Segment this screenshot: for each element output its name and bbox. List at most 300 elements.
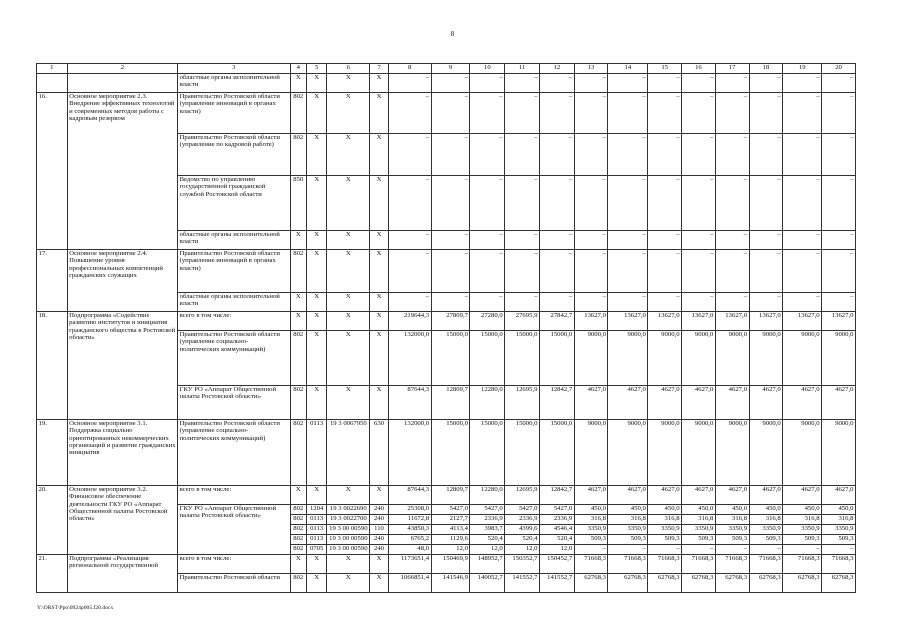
table-cell-col-3: областные органы исполнительной власти (178, 231, 290, 250)
table-cell-col-20: 62768,3 (822, 574, 856, 593)
table-cell-col-7: X (370, 486, 388, 505)
column-header-12: 12 (539, 64, 574, 74)
table-cell-col-12: 12,0 (539, 545, 574, 555)
budget-table (36, 63, 856, 593)
table-cell-col-6: X (327, 74, 370, 93)
table-cell-col-8: 1173651,4 (388, 555, 431, 574)
table-cell-col-7: X (370, 134, 388, 176)
table-cell-col-17: 509,3 (715, 535, 749, 545)
table-cell-col-12: 141552,7 (539, 574, 574, 593)
table-cell-col-20: 71668,3 (822, 555, 856, 574)
table-cell-col-9: 12,0 (431, 545, 470, 555)
table-cell-col-14: 4627,0 (608, 386, 648, 420)
table-cell-col-4: X (290, 231, 306, 250)
table-cell-col-9: 15000,0 (431, 331, 470, 386)
table-cell-col-13: 450,0 (574, 505, 608, 515)
table-cell-col-9: – (431, 134, 470, 176)
table-cell-col-5: X (306, 293, 326, 312)
table-cell-col-6: X (327, 486, 370, 505)
table-cell-col-7: 630 (370, 420, 388, 486)
table-cell-col-8: – (388, 134, 431, 176)
table-cell-col-5: 0113 (306, 525, 326, 535)
table-cell-col-20: – (822, 176, 856, 231)
table-cell-col-3: Правительство Ростовской области (управление инноваций в органах власти) (178, 250, 290, 293)
table-cell-col-16: – (682, 176, 716, 231)
table-cell-col-13: 3350,9 (574, 525, 608, 535)
table-cell-col-4: 802 (290, 386, 306, 420)
table-cell-col-16: 450,0 (682, 505, 716, 515)
table-cell-col-16: – (682, 134, 716, 176)
table-cell-col-2: Основное мероприятие 3.1. Поддержка социально ориентированных некоммерческих организаций и развитие гражданских инициатив (67, 420, 177, 486)
table-cell-col-17: – (715, 134, 749, 176)
table-cell-col-5: X (306, 134, 326, 176)
table-cell-col-1: 16. (37, 93, 68, 250)
table-cell-col-9: – (431, 176, 470, 231)
table-cell-col-7: X (370, 176, 388, 231)
table-cell-col-16: 62768,3 (682, 574, 716, 593)
table-cell-col-16: – (682, 231, 716, 250)
table-cell-col-19: 450,0 (783, 505, 822, 515)
table-cell-col-14: 4627,0 (608, 486, 648, 505)
table-cell-col-16: 71668,3 (682, 555, 716, 574)
table-cell-col-19: 9000,0 (783, 420, 822, 486)
table-cell-col-3: Правительство Ростовской области (управление по кадровой работе) (178, 134, 290, 176)
table-cell-col-6: X (327, 574, 370, 593)
table-cell-col-7: X (370, 386, 388, 420)
table-cell-col-18: 316,8 (749, 515, 783, 525)
table-cell-col-14: 13627,0 (608, 312, 648, 331)
table-cell-col-7: X (370, 250, 388, 293)
table-cell-col-4: 802 (290, 545, 306, 555)
table-cell-col-16: 9000,0 (682, 331, 716, 386)
table-cell-col-10: 3983,7 (470, 525, 505, 535)
table-cell-col-9: – (431, 250, 470, 293)
table-header-row (37, 64, 856, 74)
column-header-20: 20 (822, 64, 856, 74)
table-cell-col-15: 509,3 (648, 535, 682, 545)
table-cell-col-11: 12695,9 (505, 386, 540, 420)
table-cell-col-13: 62768,3 (574, 574, 608, 593)
table-cell-col-15: – (648, 176, 682, 231)
table-row (37, 74, 856, 93)
table-cell-col-20: 9000,0 (822, 331, 856, 386)
table-cell-col-11: – (505, 134, 540, 176)
table-cell-col-13: – (574, 545, 608, 555)
table-cell-col-12: 27842,7 (539, 312, 574, 331)
table-cell-col-18: 9000,0 (749, 331, 783, 386)
table-cell-col-3: всего в том числе: (178, 312, 290, 331)
table-cell-col-10: 15000,0 (470, 331, 505, 386)
table-cell-col-8: 25308,0 (388, 505, 431, 515)
table-cell-col-5: 0113 (306, 535, 326, 545)
table-cell-col-19: – (783, 93, 822, 134)
table-cell-col-17: – (715, 293, 749, 312)
table-cell-col-1: 21. (37, 555, 68, 593)
table-cell-col-13: 316,8 (574, 515, 608, 525)
table-cell-col-9: 27809,7 (431, 312, 470, 331)
table-cell-col-19: 4627,0 (783, 486, 822, 505)
table-cell-col-18: – (749, 231, 783, 250)
table-cell-col-7: 110 (370, 525, 388, 535)
table-cell-col-14: – (608, 134, 648, 176)
table-cell-col-7: 240 (370, 535, 388, 545)
column-header-8: 8 (388, 64, 431, 74)
table-cell-col-13: – (574, 176, 608, 231)
table-cell-col-11: 520,4 (505, 535, 540, 545)
table-cell-col-17: 9000,0 (715, 420, 749, 486)
table-cell-col-15: 3350,9 (648, 525, 682, 535)
table-cell-col-20: 509,3 (822, 535, 856, 545)
table-cell-col-1: 20. (37, 486, 68, 555)
table-cell-col-19: – (783, 231, 822, 250)
table-cell-col-10: 140052,7 (470, 574, 505, 593)
table-cell-col-4: 802 (290, 525, 306, 535)
table-cell-col-13: 9000,0 (574, 331, 608, 386)
table-cell-col-17: – (715, 74, 749, 93)
table-cell-col-11: 2336,9 (505, 515, 540, 525)
table-cell-col-15: 9000,0 (648, 420, 682, 486)
column-header-2: 2 (67, 64, 177, 74)
table-cell-col-20: 316,8 (822, 515, 856, 525)
table-cell-col-15: – (648, 93, 682, 134)
table-cell-col-19: – (783, 176, 822, 231)
table-cell-col-5: X (306, 555, 326, 574)
table-cell-col-20: – (822, 250, 856, 293)
column-header-19: 19 (783, 64, 822, 74)
table-cell-col-16: 509,3 (682, 535, 716, 545)
table-cell-col-13: – (574, 250, 608, 293)
table-cell-col-1: 19. (37, 420, 68, 486)
table-cell-col-15: 9000,0 (648, 331, 682, 386)
table-cell-col-16: – (682, 93, 716, 134)
table-cell-col-19: 509,3 (783, 535, 822, 545)
table-cell-col-9: 15000,0 (431, 420, 470, 486)
table-cell-col-5: X (306, 250, 326, 293)
table-cell-col-9: 2127,7 (431, 515, 470, 525)
table-cell-col-11: – (505, 250, 540, 293)
table-cell-col-18: 71668,3 (749, 555, 783, 574)
table-cell-col-10: – (470, 74, 505, 93)
table-cell-col-20: 9000,0 (822, 420, 856, 486)
column-header-6: 6 (327, 64, 370, 74)
table-cell-col-11: – (505, 93, 540, 134)
table-cell-col-17: 71668,3 (715, 555, 749, 574)
table-cell-col-19: 316,8 (783, 515, 822, 525)
table-cell-col-15: – (648, 545, 682, 555)
table-cell-col-11: 150352,7 (505, 555, 540, 574)
table-cell-col-5: 0113 (306, 515, 326, 525)
table-cell-col-15: 450,0 (648, 505, 682, 515)
table-cell-col-14: 9000,0 (608, 331, 648, 386)
table-cell-col-18: – (749, 250, 783, 293)
table-cell-col-8: – (388, 293, 431, 312)
column-header-10: 10 (470, 64, 505, 74)
table-cell-col-16: 4627,0 (682, 486, 716, 505)
table-cell-col-17: 3350,9 (715, 525, 749, 535)
table-cell-col-4: 802 (290, 250, 306, 293)
table-cell-col-12: 15000,0 (539, 331, 574, 386)
table-cell-col-18: – (749, 545, 783, 555)
table-row (37, 420, 856, 486)
table-row (37, 312, 856, 331)
table-cell-col-7: X (370, 74, 388, 93)
table-cell-col-14: – (608, 545, 648, 555)
table-cell-col-1: 18. (37, 312, 68, 420)
table-cell-col-20: – (822, 293, 856, 312)
table-cell-col-13: – (574, 293, 608, 312)
table-cell-col-3: Ведомство по управлению государственной гражданской службой Ростовской области (178, 176, 290, 231)
table-cell-col-5: X (306, 312, 326, 331)
table-cell-col-17: – (715, 93, 749, 134)
table-cell-col-20: – (822, 93, 856, 134)
table-cell-col-8: 48,0 (388, 545, 431, 555)
column-header-13: 13 (574, 64, 608, 74)
table-cell-col-10: 5427,0 (470, 505, 505, 515)
table-cell-col-3: всего в том числе: (178, 555, 290, 574)
table-cell-col-20: – (822, 545, 856, 555)
table-cell-col-11: 5427,0 (505, 505, 540, 515)
table-cell-col-4: 802 (290, 420, 306, 486)
table-cell-col-8: – (388, 231, 431, 250)
table-cell-col-11: – (505, 293, 540, 312)
table-cell-col-11: 15000,0 (505, 420, 540, 486)
table-cell-col-6: X (327, 331, 370, 386)
table-cell-col-8: 87644,3 (388, 486, 431, 505)
table-cell-col-20: – (822, 134, 856, 176)
table-cell-col-14: – (608, 250, 648, 293)
table-cell-col-12: 15000,0 (539, 420, 574, 486)
table-cell-col-12: 2336,9 (539, 515, 574, 525)
table-cell-col-15: 4627,0 (648, 386, 682, 420)
table-cell-col-10: 148952,7 (470, 555, 505, 574)
table-cell-col-19: 13627,0 (783, 312, 822, 331)
table-cell-col-14: 71668,3 (608, 555, 648, 574)
table-cell-col-7: X (370, 293, 388, 312)
table-cell-col-4: 850 (290, 176, 306, 231)
table-cell-col-3: Правительство Ростовской области (178, 574, 290, 593)
table-cell-col-3: ГКУ РО «Аппарат Общественной палаты Ростовской области» (178, 505, 290, 555)
column-header-17: 17 (715, 64, 749, 74)
table-cell-col-4: 802 (290, 574, 306, 593)
table-cell-col-6: X (327, 293, 370, 312)
table-cell-col-5: X (306, 574, 326, 593)
table-cell-col-12: 5427,0 (539, 505, 574, 515)
table-cell-col-17: – (715, 250, 749, 293)
table-cell-col-4: 802 (290, 515, 306, 525)
table-cell-col-18: 13627,0 (749, 312, 783, 331)
table-cell-col-16: – (682, 250, 716, 293)
table-row (37, 93, 856, 134)
table-cell-col-13: 4627,0 (574, 386, 608, 420)
table-cell-col-6: 19 3 0067950 (327, 420, 370, 486)
table-cell-col-8: 1066851,4 (388, 574, 431, 593)
table-cell-col-12: 12842,7 (539, 486, 574, 505)
table-cell-col-16: – (682, 74, 716, 93)
table-cell-col-19: 9000,0 (783, 331, 822, 386)
table-cell-col-19: – (783, 74, 822, 93)
table-cell-col-19: – (783, 545, 822, 555)
table-cell-col-10: 27280,0 (470, 312, 505, 331)
table-cell-col-17: 316,8 (715, 515, 749, 525)
table-cell-col-12: – (539, 134, 574, 176)
table-cell-col-10: 2336,9 (470, 515, 505, 525)
table-cell-col-15: – (648, 293, 682, 312)
table-cell-col-10: – (470, 293, 505, 312)
table-cell-col-6: X (327, 250, 370, 293)
table-cell-col-15: 13627,0 (648, 312, 682, 331)
table-cell-col-10: 12280,0 (470, 486, 505, 505)
table-cell-col-2: Основное мероприятие 3.2. Финансовое обеспечение деятельности ГКУ РО «Аппарат Общественной палаты Ростовской области» (67, 486, 177, 555)
column-header-18: 18 (749, 64, 783, 74)
table-cell-col-14: – (608, 93, 648, 134)
table-cell-col-11: 12695,9 (505, 486, 540, 505)
column-header-15: 15 (648, 64, 682, 74)
table-cell-col-12: – (539, 176, 574, 231)
page-number: 8 (450, 30, 455, 38)
table-cell-col-1 (37, 74, 68, 93)
table-cell-col-10: – (470, 231, 505, 250)
table-cell-col-20: – (822, 231, 856, 250)
column-header-3: 3 (178, 64, 290, 74)
table-cell-col-13: – (574, 93, 608, 134)
table-cell-col-4: X (290, 486, 306, 505)
table-cell-col-5: X (306, 386, 326, 420)
table-cell-col-17: – (715, 545, 749, 555)
table-cell-col-13: – (574, 231, 608, 250)
table-cell-col-8: 219644,3 (388, 312, 431, 331)
table-cell-col-17: – (715, 231, 749, 250)
table-cell-col-4: X (290, 312, 306, 331)
table-cell-col-6: 19 3 0022700 (327, 515, 370, 525)
table-cell-col-17: 4627,0 (715, 386, 749, 420)
table-cell-col-3: ГКУ РО «Аппарат Общественной палаты Ростовской области» (178, 386, 290, 420)
table-cell-col-9: – (431, 231, 470, 250)
table-cell-col-5: 0705 (306, 545, 326, 555)
table-cell-col-7: 240 (370, 545, 388, 555)
table-cell-col-2: Подпрограмма «Реализация региональной государственной (67, 555, 177, 593)
table-cell-col-8: – (388, 74, 431, 93)
table-cell-col-1: 17. (37, 250, 68, 312)
table-cell-col-10: 15000,0 (470, 420, 505, 486)
table-cell-col-4: 802 (290, 93, 306, 134)
table-cell-col-9: – (431, 93, 470, 134)
table-cell-col-6: X (327, 386, 370, 420)
table-cell-col-12: – (539, 74, 574, 93)
table-cell-col-10: – (470, 93, 505, 134)
table-cell-col-6: X (327, 93, 370, 134)
table-cell-col-13: – (574, 74, 608, 93)
table-row (37, 250, 856, 293)
column-header-11: 11 (505, 64, 540, 74)
table-cell-col-5: X (306, 176, 326, 231)
table-cell-col-7: X (370, 231, 388, 250)
table-cell-col-5: X (306, 331, 326, 386)
table-cell-col-16: – (682, 293, 716, 312)
column-header-9: 9 (431, 64, 470, 74)
table-cell-col-15: 62768,3 (648, 574, 682, 593)
budget-table-container (36, 63, 856, 593)
table-cell-col-5: X (306, 74, 326, 93)
table-cell-col-9: 12809,7 (431, 486, 470, 505)
table-cell-col-17: 13627,0 (715, 312, 749, 331)
column-header-14: 14 (608, 64, 648, 74)
table-cell-col-20: 450,0 (822, 505, 856, 515)
table-cell-col-18: 4627,0 (749, 386, 783, 420)
table-cell-col-18: 3350,9 (749, 525, 783, 535)
table-cell-col-6: X (327, 176, 370, 231)
table-cell-col-16: 316,8 (682, 515, 716, 525)
table-cell-col-15: 316,8 (648, 515, 682, 525)
table-cell-col-14: 3350,9 (608, 525, 648, 535)
table-cell-col-6: 19 3 0022690 (327, 505, 370, 515)
table-cell-col-11: 141552,7 (505, 574, 540, 593)
table-cell-col-6: 19 3 00 00590 (327, 545, 370, 555)
table-cell-col-15: – (648, 74, 682, 93)
table-row (37, 486, 856, 505)
table-cell-col-17: 450,0 (715, 505, 749, 515)
table-cell-col-18: 62768,3 (749, 574, 783, 593)
table-cell-col-7: 240 (370, 515, 388, 525)
table-cell-col-14: 316,8 (608, 515, 648, 525)
table-cell-col-3: Правительство Ростовской области (управление социально-политических коммуникаций) (178, 420, 290, 486)
column-header-5: 5 (306, 64, 326, 74)
table-cell-col-11: 27695,9 (505, 312, 540, 331)
table-cell-col-18: 509,3 (749, 535, 783, 545)
table-cell-col-4: 802 (290, 505, 306, 515)
table-cell-col-8: – (388, 93, 431, 134)
table-cell-col-12: 12842,7 (539, 386, 574, 420)
table-cell-col-11: 12,0 (505, 545, 540, 555)
table-cell-col-18: – (749, 293, 783, 312)
column-header-1: 1 (37, 64, 68, 74)
table-cell-col-18: 450,0 (749, 505, 783, 515)
table-cell-col-20: 13627,0 (822, 312, 856, 331)
table-cell-col-16: 9000,0 (682, 420, 716, 486)
table-cell-col-3: областные органы исполнительной власти (178, 293, 290, 312)
table-cell-col-20: 3350,9 (822, 525, 856, 535)
table-cell-col-10: 12280,0 (470, 386, 505, 420)
table-cell-col-20: 4627,0 (822, 386, 856, 420)
table-cell-col-5: 0113 (306, 420, 326, 486)
table-cell-col-11: – (505, 231, 540, 250)
table-cell-col-10: 12,0 (470, 545, 505, 555)
table-cell-col-9: 1129,6 (431, 535, 470, 545)
table-cell-col-13: 13627,0 (574, 312, 608, 331)
table-cell-col-18: – (749, 74, 783, 93)
table-cell-col-12: – (539, 93, 574, 134)
table-cell-col-4: X (290, 555, 306, 574)
table-cell-col-7: X (370, 555, 388, 574)
column-header-4: 4 (290, 64, 306, 74)
table-cell-col-16: 3350,9 (682, 525, 716, 535)
table-cell-col-13: 71668,3 (574, 555, 608, 574)
table-cell-col-3: Правительство Ростовской области (управление инноваций в органах власти) (178, 93, 290, 134)
table-cell-col-13: 9000,0 (574, 420, 608, 486)
table-cell-col-17: – (715, 176, 749, 231)
table-cell-col-9: – (431, 74, 470, 93)
table-cell-col-12: 4546,4 (539, 525, 574, 535)
table-cell-col-16: 4627,0 (682, 386, 716, 420)
table-cell-col-6: X (327, 312, 370, 331)
table-cell-col-8: 132000,0 (388, 331, 431, 386)
table-cell-col-9: 4113,4 (431, 525, 470, 535)
table-cell-col-6: X (327, 231, 370, 250)
table-cell-col-3: всего в том числе: (178, 486, 290, 505)
table-cell-col-12: – (539, 250, 574, 293)
table-cell-col-8: – (388, 250, 431, 293)
table-cell-col-8: 43850,3 (388, 525, 431, 535)
table-cell-col-13: – (574, 134, 608, 176)
